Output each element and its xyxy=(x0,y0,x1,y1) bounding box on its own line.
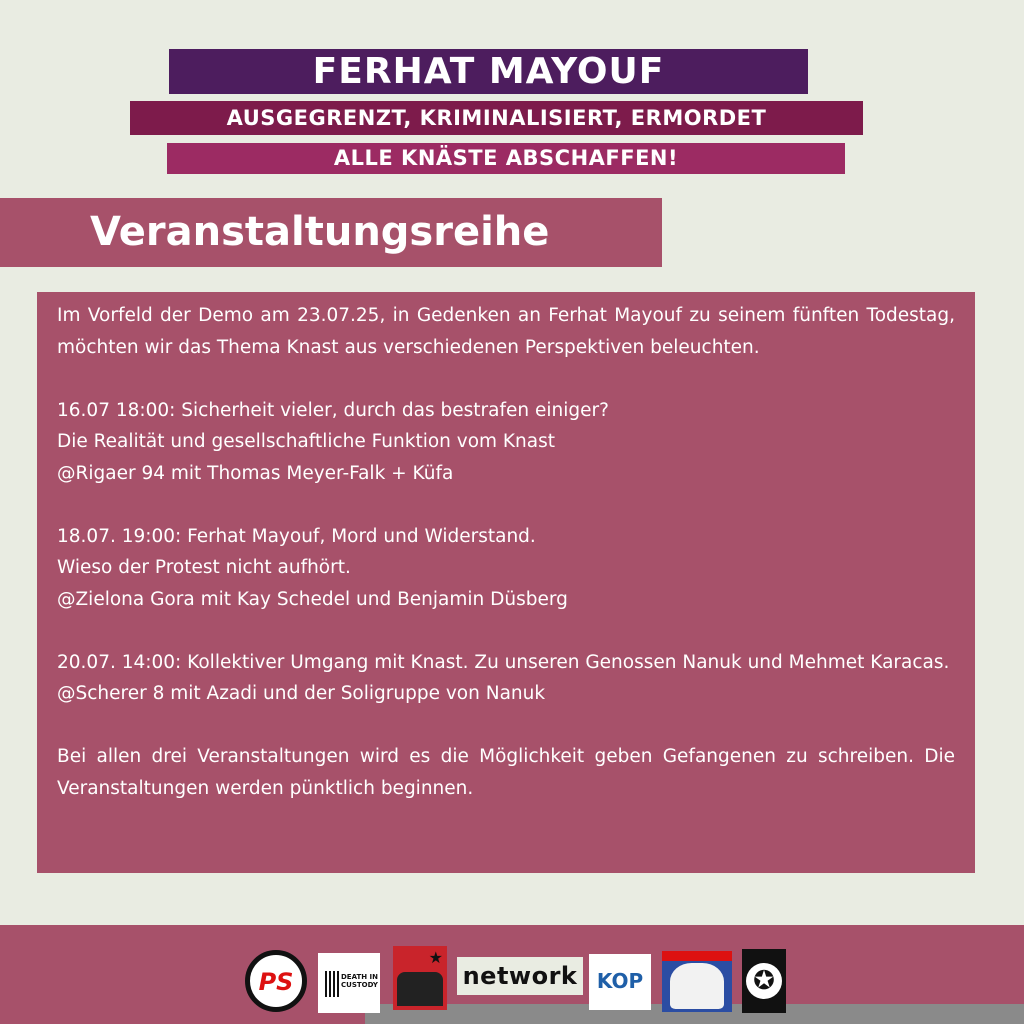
event-2 xyxy=(57,521,955,616)
section-title: Veranstaltungsreihe xyxy=(90,209,550,255)
star-icon: ★ xyxy=(428,948,443,967)
star-icon: ✪ xyxy=(746,963,782,999)
red-stripe-icon xyxy=(662,951,732,961)
red-collective-logo xyxy=(393,946,447,1010)
event-heading: 20.07. 14:00: Kollektiver Umgang mit Knast. Zu unseren Genossen Nanuk und Mehmet Karacas. xyxy=(57,651,950,673)
subtitle-banner-1 xyxy=(130,101,863,135)
death-in-custody-text: DEATH IN CUSTODY xyxy=(341,973,378,989)
hands-icon xyxy=(670,963,724,1009)
intro-paragraph: Im Vorfeld der Demo am 23.07.25, in Gedenken an Ferhat Mayouf zu seinem fünften Todestag, möchten wir das Thema Knast aus verschiedenen Perspektiven beleuchten. xyxy=(57,305,955,358)
page-title: FERHAT MAYOUF xyxy=(312,51,665,92)
kop-logo xyxy=(589,954,651,1010)
event-subtitle: Wieso der Protest nicht aufhört. xyxy=(57,557,351,578)
closing-paragraph: Bei allen drei Veranstaltungen wird es die Möglichkeit geben Gefangenen zu schreiben. Die Veranstaltungen werden pünktlich beginnen. xyxy=(57,746,955,799)
network-logo xyxy=(457,957,583,995)
hands-logo xyxy=(662,951,732,1012)
event-location: @Rigaer 94 mit Thomas Meyer-Falk + Küfa xyxy=(57,462,454,484)
death-in-custody-logo xyxy=(318,953,380,1013)
event-heading: 18.07. 19:00: Ferhat Mayouf, Mord und Widerstand. xyxy=(57,525,536,547)
prison-bars-icon xyxy=(325,971,339,997)
content-panel xyxy=(37,292,975,873)
ys-star-logo xyxy=(742,949,786,1013)
kop-text: KOP xyxy=(596,969,644,993)
title-banner xyxy=(169,49,808,94)
section-header xyxy=(0,198,662,267)
event-heading: 16.07 18:00: Sicherheit vieler, durch das bestrafen einiger? xyxy=(57,399,609,421)
subtitle-banner-2 xyxy=(167,143,845,174)
event-location: @Scherer 8 mit Azadi und der Soligruppe von Nanuk xyxy=(57,683,546,704)
ps-logo-text: PS xyxy=(258,968,294,996)
event-3 xyxy=(57,647,955,710)
event-location: @Zielona Gora mit Kay Schedel und Benjamin Düsberg xyxy=(57,588,568,610)
event-1 xyxy=(57,395,955,490)
network-text: network xyxy=(462,962,578,990)
event-subtitle: Die Realität und gesellschaftliche Funktion vom Knast xyxy=(57,431,556,452)
subtitle-1: AUSGEGRENZT, KRIMINALISIERT, ERMORDET xyxy=(226,106,767,130)
crowd-icon xyxy=(397,972,443,1006)
ps-logo xyxy=(245,950,307,1012)
subtitle-2: ALLE KNÄSTE ABSCHAFFEN! xyxy=(333,146,679,170)
